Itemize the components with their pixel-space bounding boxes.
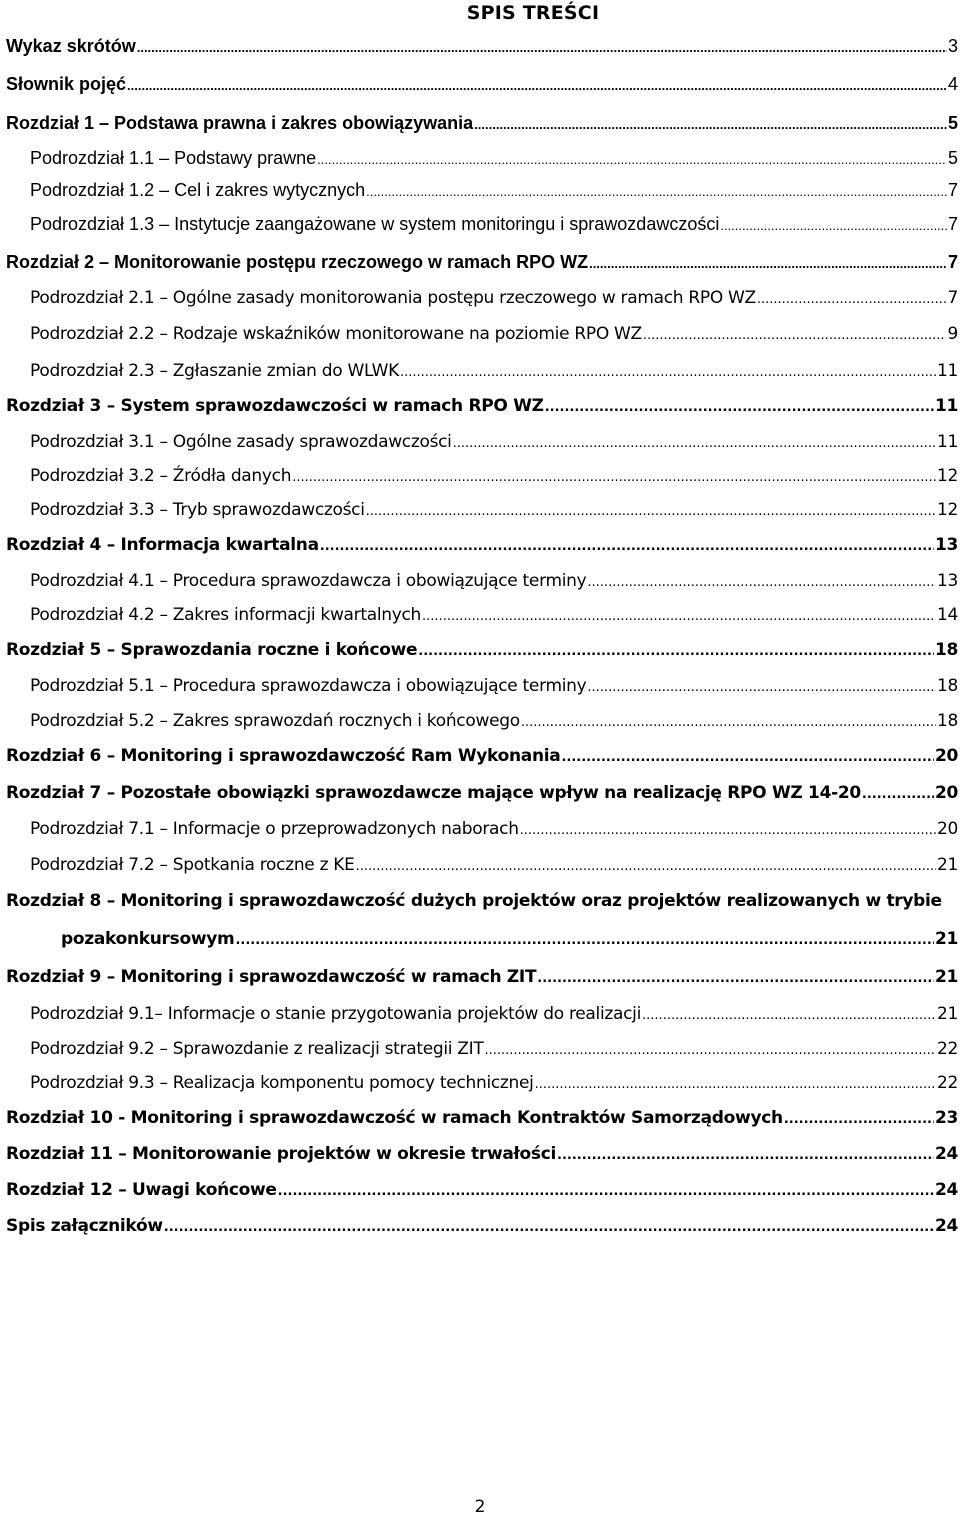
dot-leader	[643, 328, 947, 343]
dot-leader	[557, 1148, 934, 1163]
toc-entry-label: Podrozdział 1.2 – Cel i zakres wytycznych	[30, 180, 366, 200]
toc-entry-label: Podrozdział 9.3 – Realizacja komponentu pomocy technicznej	[30, 1073, 534, 1093]
dot-leader	[235, 933, 934, 948]
toc-entry-page: 7	[947, 288, 958, 308]
dot-leader	[537, 971, 934, 986]
toc-entry-page: 12	[936, 466, 958, 486]
dot-leader	[587, 680, 936, 695]
toc-entry-rozdzial-9[interactable]	[6, 967, 958, 997]
toc-entry-page: 9	[947, 324, 958, 344]
toc-entry-line-1	[6, 891, 958, 929]
toc-entry-label: Podrozdział 5.1 – Procedura sprawozdawcza i obowiązujące terminy	[30, 676, 587, 696]
toc-entry-podrozdzial-5-2[interactable]	[30, 711, 958, 741]
toc-entry-wykaz-skrotow[interactable]	[6, 36, 958, 66]
dot-leader	[366, 504, 936, 519]
toc-entry-spis-zalacznikow[interactable]	[6, 1216, 958, 1246]
toc-entry-label: Rozdział 5 – Sprawozdania roczne i końcowe	[6, 640, 418, 660]
toc-entry-page: 7	[947, 214, 958, 234]
dot-leader	[137, 40, 947, 55]
toc-entry-label: Podrozdział 7.1 – Informacje o przeprowadzonych naborach	[30, 819, 519, 839]
toc-entry-page: 7	[947, 180, 958, 200]
toc-entry-rozdzial-1[interactable]	[6, 113, 958, 143]
toc-entry-label: Rozdział 1 – Podstawa prawna i zakres obowiązywania	[6, 113, 474, 133]
toc-entry-page: 22	[936, 1073, 958, 1093]
toc-entry-label: Rozdział 7 – Pozostałe obowiązki sprawozdawcze mające wpływ na realizację RPO WZ 14-20	[6, 783, 861, 803]
toc-entry-label: Rozdział 2 – Monitorowanie postępu rzeczowego w ramach RPO WZ	[6, 252, 589, 272]
toc-entry-rozdzial-2[interactable]	[6, 252, 958, 282]
toc-entry-page: 21	[936, 1004, 958, 1024]
toc-entry-page: 13	[936, 571, 958, 591]
toc-entry-podrozdzial-9-3[interactable]	[30, 1073, 958, 1103]
toc-entry-page: 18	[936, 676, 958, 696]
toc-entry-podrozdzial-2-1[interactable]	[30, 288, 958, 318]
toc-entry-label: Podrozdział 2.3 – Zgłaszanie zmian do WLWK	[30, 361, 399, 381]
toc-entry-rozdzial-7[interactable]	[6, 783, 958, 813]
dot-leader	[317, 152, 947, 167]
toc-entry-rozdzial-10[interactable]	[6, 1108, 958, 1138]
toc-entry-label: Rozdział 10 - Monitoring i sprawozdawczość w ramach Kontraktów Samorządowych	[6, 1108, 783, 1128]
toc-entry-podrozdzial-1-1[interactable]	[30, 148, 958, 178]
dot-leader	[545, 400, 934, 415]
toc-entry-label: Podrozdział 9.2 – Sprawozdanie z realizacji strategii ZIT	[30, 1039, 484, 1059]
dot-leader	[757, 292, 947, 307]
toc-entry-label: Podrozdział 4.2 – Zakres informacji kwartalnych	[30, 605, 422, 625]
toc-entry-label: Podrozdział 1.1 – Podstawy prawne	[30, 148, 317, 168]
toc-entry-label: Podrozdział 3.3 – Tryb sprawozdawczości	[30, 500, 365, 520]
toc-entry-podrozdzial-9-2[interactable]	[30, 1039, 958, 1069]
toc-entry-label: Wykaz skrótów	[6, 36, 136, 56]
toc-entry-page: 11	[934, 396, 958, 416]
dot-leader	[535, 1077, 936, 1092]
toc-entry-page: 13	[934, 535, 958, 555]
toc-entry-podrozdzial-1-3[interactable]	[30, 214, 958, 244]
toc-entry-podrozdzial-7-2[interactable]	[30, 855, 958, 885]
toc-entry-label: Rozdział 11 – Monitorowanie projektów w okresie trwałości	[6, 1144, 557, 1164]
dot-leader	[278, 1184, 934, 1199]
toc-entry-page: 11	[936, 361, 958, 381]
toc-entry-label: Podrozdział 1.3 – Instytucje zaangażowane w system monitoringu i sprawozdawczości	[30, 214, 720, 234]
toc-entry-page: 3	[947, 36, 958, 56]
dot-leader	[418, 644, 934, 659]
dot-leader	[474, 117, 947, 132]
toc-entry-label: Rozdział 12 – Uwagi końcowe	[6, 1180, 277, 1200]
dot-leader	[520, 823, 936, 838]
toc-entry-label-continued: pozakonkursowym	[61, 929, 235, 949]
toc-entry-label: Spis załączników	[6, 1216, 163, 1236]
toc-entry-podrozdzial-3-2[interactable]	[30, 466, 958, 496]
dot-leader	[561, 750, 933, 765]
toc-entry-page: 5	[947, 113, 958, 133]
toc-entry-label: Słownik pojęć	[6, 74, 127, 94]
toc-entry-page: 22	[936, 1039, 958, 1059]
toc-entry-podrozdzial-5-1[interactable]	[30, 676, 958, 706]
dot-leader	[862, 787, 934, 802]
toc-entry-label: Podrozdział 2.1 – Ogólne zasady monitorowania postępu rzeczowego w ramach RPO WZ	[30, 288, 756, 308]
dot-leader	[400, 365, 936, 380]
toc-entry-label: Rozdział 6 – Monitoring i sprawozdawczość Ram Wykonania	[6, 746, 561, 766]
page-number: 2	[474, 1497, 486, 1517]
toc-entry-rozdzial-3[interactable]	[6, 396, 958, 426]
toc-entry-page: 7	[947, 252, 958, 272]
toc-entry-page: 23	[934, 1108, 958, 1128]
dot-leader	[484, 1043, 936, 1058]
toc-entry-page: 18	[934, 640, 958, 660]
toc-entry-page: 12	[936, 500, 958, 520]
dot-leader	[587, 575, 936, 590]
toc-entry-page: 24	[934, 1216, 958, 1236]
toc-entry-podrozdzial-2-2[interactable]	[30, 324, 958, 354]
dot-leader	[720, 218, 947, 233]
toc-entry-page: 18	[936, 711, 958, 731]
toc-entry-podrozdzial-3-1[interactable]	[30, 432, 958, 462]
toc-entry-label: Podrozdział 5.2 – Zakres sprawozdań rocznych i końcowego	[30, 711, 520, 731]
toc-title: SPIS TREŚCI	[466, 2, 600, 24]
toc-entry-page: 24	[934, 1144, 958, 1164]
toc-entry-podrozdzial-2-3[interactable]	[30, 361, 958, 391]
toc-entry-page: 21	[934, 967, 958, 987]
toc-entry-page: 11	[936, 432, 958, 452]
toc-entry-label: Podrozdział 4.1 – Procedura sprawozdawcza i obowiązujące terminy	[30, 571, 587, 591]
dot-leader	[127, 78, 947, 93]
dot-leader	[784, 1112, 934, 1127]
toc-entry-page: 20	[936, 819, 958, 839]
toc-entry-label: Rozdział 9 – Monitoring i sprawozdawczość w ramach ZIT	[6, 967, 537, 987]
dot-leader	[642, 1008, 936, 1023]
dot-leader	[422, 609, 936, 624]
toc-entry-rozdzial-8[interactable]	[6, 891, 958, 971]
toc-entry-rozdzial-4[interactable]	[6, 535, 958, 565]
toc-entry-podrozdzial-1-2[interactable]	[30, 180, 958, 210]
toc-entry-label: Rozdział 8 – Monitoring i sprawozdawczość dużych projektów oraz projektów realizowanych w trybie	[6, 891, 942, 911]
dot-leader	[292, 470, 936, 485]
dot-leader	[366, 184, 947, 199]
dot-leader	[320, 539, 934, 554]
dot-leader	[164, 1220, 934, 1235]
toc-entry-label: Podrozdział 7.2 – Spotkania roczne z KE	[30, 855, 355, 875]
toc-entry-line-2	[6, 929, 958, 967]
toc-entry-label: Rozdział 4 – Informacja kwartalna	[6, 535, 319, 555]
dot-leader	[356, 859, 936, 874]
toc-entry-label: Podrozdział 3.2 – Źródła danych	[30, 466, 292, 486]
toc-entry-podrozdzial-7-1[interactable]	[30, 819, 958, 849]
toc-entry-page: 4	[947, 74, 958, 94]
toc-entry-rozdzial-6[interactable]	[6, 746, 958, 776]
toc-entry-page: 14	[936, 605, 958, 625]
toc-entry-label: Podrozdział 9.1– Informacje o stanie przygotowania projektów do realizacji	[30, 1004, 642, 1024]
toc-entry-page: 5	[947, 148, 958, 168]
toc-entry-label: Rozdział 3 – System sprawozdawczości w ramach RPO WZ	[6, 396, 544, 416]
toc-entry-slownik-pojec[interactable]	[6, 74, 958, 104]
toc-entry-podrozdzial-4-2[interactable]	[30, 605, 958, 635]
toc-entry-rozdzial-5[interactable]	[6, 640, 958, 670]
toc-entry-podrozdzial-4-1[interactable]	[30, 571, 958, 601]
toc-entry-podrozdzial-3-3[interactable]	[30, 500, 958, 530]
toc-entry-rozdzial-12[interactable]	[6, 1180, 958, 1210]
toc-entry-page: 24	[934, 1180, 958, 1200]
toc-entry-page: 20	[934, 783, 958, 803]
dot-leader	[589, 256, 947, 271]
dot-leader	[521, 715, 936, 730]
toc-entry-label: Podrozdział 2.2 – Rodzaje wskaźników monitorowane na poziomie RPO WZ	[30, 324, 642, 344]
toc-entry-podrozdzial-9-1[interactable]	[30, 1004, 958, 1034]
toc-entry-rozdzial-11[interactable]	[6, 1144, 958, 1174]
toc-entry-page: 21	[936, 855, 958, 875]
toc-entry-label: Podrozdział 3.1 – Ogólne zasady sprawozdawczości	[30, 432, 452, 452]
toc-entry-page: 21	[934, 929, 958, 949]
toc-entry-page: 20	[934, 746, 958, 766]
dot-leader	[453, 436, 936, 451]
